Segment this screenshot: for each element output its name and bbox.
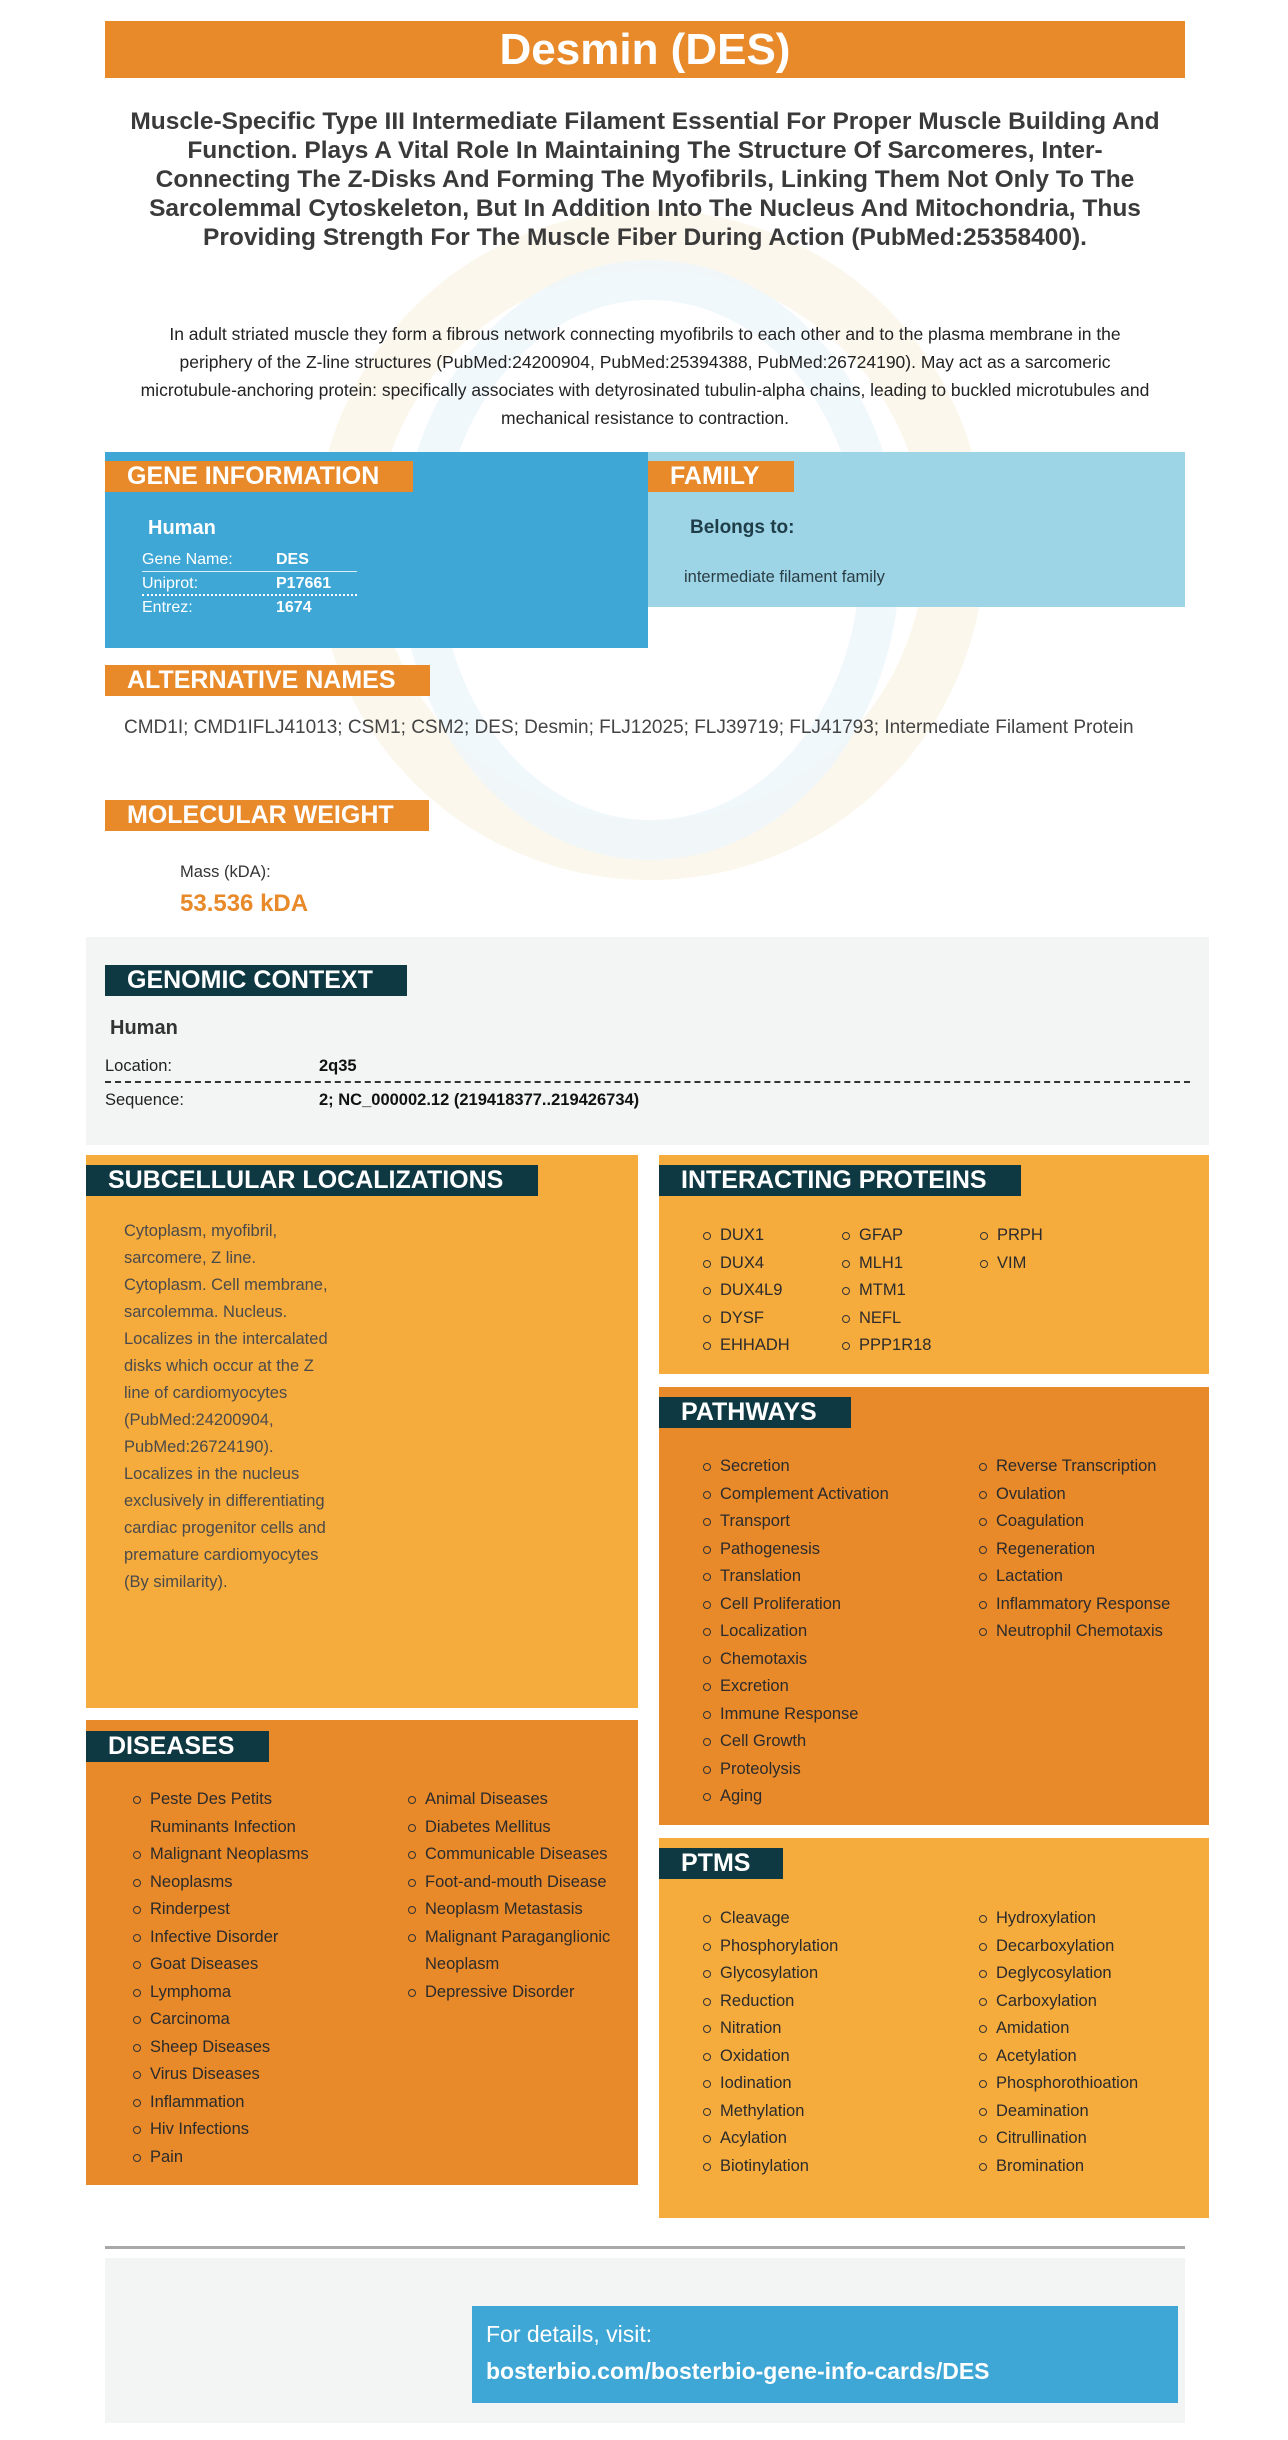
genomic-organism: Human xyxy=(110,1017,178,1039)
list-item: PPP1R18 xyxy=(842,1332,962,1360)
gene-info-value: P17661 xyxy=(276,575,332,592)
pathways-list-2 xyxy=(979,1453,1204,1646)
list-item: Pathogenesis xyxy=(703,1536,963,1564)
list-item: Oxidation xyxy=(703,2043,963,2071)
list-item: Peste Des Petits Ruminants Infection xyxy=(133,1786,333,1841)
list-item: MLH1 xyxy=(842,1250,962,1278)
list-item: Foot-and-mouth Disease xyxy=(408,1869,633,1897)
gene-info-key: Gene Name: xyxy=(142,551,233,568)
list-item: Malignant Paraganglionic Neoplasm xyxy=(408,1924,633,1979)
genomic-sequence-value: 2; NC_000002.12 (219418377..219426734) xyxy=(319,1091,640,1109)
list-item: Carcinoma xyxy=(133,2006,333,2034)
list-item: PRPH xyxy=(980,1222,1100,1250)
subcellular-heading: SUBCELLULAR LOCALIZATIONS xyxy=(86,1165,538,1196)
list-item: Regeneration xyxy=(979,1536,1204,1564)
interacting-proteins-list-2 xyxy=(842,1222,962,1360)
list-item: Decarboxylation xyxy=(979,1933,1204,1961)
diseases-list-2 xyxy=(408,1786,633,2006)
list-item: Hiv Infections xyxy=(133,2116,333,2144)
list-item: Methylation xyxy=(703,2098,963,2126)
list-item: Phosphorylation xyxy=(703,1933,963,1961)
list-item: Lymphoma xyxy=(133,1979,333,2007)
list-item: Transport xyxy=(703,1508,963,1536)
molecular-weight-heading: MOLECULAR WEIGHT xyxy=(105,800,429,831)
mass-label: Mass (kDA): xyxy=(180,863,271,881)
ptms-list-2 xyxy=(979,1905,1204,2180)
alternative-names-text: CMD1I; CMD1IFLJ41013; CSM1; CSM2; DES; Desmin; FLJ12025; FLJ39719; FLJ41793; Intermediate Filament Protein xyxy=(124,717,1134,738)
list-item: Reduction xyxy=(703,1988,963,2016)
list-item: Infective Disorder xyxy=(133,1924,333,1952)
list-item: Excretion xyxy=(703,1673,963,1701)
list-item: Amidation xyxy=(979,2015,1204,2043)
diseases-list-1 xyxy=(133,1786,333,2171)
interacting-proteins-list-3 xyxy=(980,1222,1100,1277)
family-value: intermediate filament family xyxy=(684,568,885,586)
list-item: Cleavage xyxy=(703,1905,963,1933)
list-item: Hydroxylation xyxy=(979,1905,1204,1933)
gene-info-row-name xyxy=(142,548,357,572)
genomic-context-heading: GENOMIC CONTEXT xyxy=(105,965,407,996)
list-item: Chemotaxis xyxy=(703,1646,963,1674)
mass-value: 53.536 kDA xyxy=(180,890,309,917)
list-item: DUX1 xyxy=(703,1222,843,1250)
list-item: NEFL xyxy=(842,1305,962,1333)
list-item: VIM xyxy=(980,1250,1100,1278)
list-item: Translation xyxy=(703,1563,963,1591)
genomic-location-value: 2q35 xyxy=(319,1057,357,1075)
gene-info-key: Entrez: xyxy=(142,599,193,616)
list-item: Diabetes Mellitus xyxy=(408,1814,633,1842)
list-item: Neoplasm Metastasis xyxy=(408,1896,633,1924)
list-item: Coagulation xyxy=(979,1508,1204,1536)
list-item: Neoplasms xyxy=(133,1869,333,1897)
list-item: Secretion xyxy=(703,1453,963,1481)
list-item: DUX4L9 xyxy=(703,1277,843,1305)
list-item: Lactation xyxy=(979,1563,1204,1591)
ptms-heading: PTMS xyxy=(659,1848,783,1879)
list-item: Communicable Diseases xyxy=(408,1841,633,1869)
details-link-box[interactable] xyxy=(472,2306,1178,2403)
list-item: Carboxylation xyxy=(979,1988,1204,2016)
list-item: Cell Proliferation xyxy=(703,1591,963,1619)
family-belongs-label: Belongs to: xyxy=(690,517,795,538)
list-item: Deamination xyxy=(979,2098,1204,2126)
ptms-list-1 xyxy=(703,1905,963,2180)
list-item: Ovulation xyxy=(979,1481,1204,1509)
gene-organism: Human xyxy=(148,517,216,539)
function-summary: In adult striated muscle they form a fibrous network connecting myofibrils to each other and to the plasma membrane in the periphery of the Z-line structures (PubMed:24200904, PubMed:25394388, PubMed:26724190). May act as a sarcomeric microtubule-anchoring protein: specifically associates with detyrosinated tubulin-alpha chains, leading to buckled microtubules and mechanical resistance to contraction. xyxy=(140,324,1150,428)
list-item: Animal Diseases xyxy=(408,1786,633,1814)
function-headline: Muscle-Specific Type III Intermediate Filament Essential For Proper Muscle Building And Function. Plays A Vital Role In Maintaining The Structure Of Sarcomeres, Inter-Connecting The Z-Disks And Forming The Myofibrils, Linking Them Not Only To The Sarcolemmal Cytoskeleton, But In Addition Into The Nucleus And Mitochondria, Thus Providing Strength For The Muscle Fiber During Action (PubMed:25358400). xyxy=(130,108,1160,251)
list-item: Rinderpest xyxy=(133,1896,333,1924)
genomic-location-label: Location: xyxy=(105,1057,172,1075)
list-item: Complement Activation xyxy=(703,1481,963,1509)
list-item: Cell Growth xyxy=(703,1728,963,1756)
list-item: DUX4 xyxy=(703,1250,843,1278)
page-title: Desmin (DES) xyxy=(105,21,1185,78)
gene-info-table xyxy=(142,548,357,620)
list-item: Iodination xyxy=(703,2070,963,2098)
gene-info-value: 1674 xyxy=(276,599,312,616)
list-item: Virus Diseases xyxy=(133,2061,333,2089)
gene-information-heading: GENE INFORMATION xyxy=(105,461,413,492)
details-link-caption: For details, visit: xyxy=(486,2321,653,2347)
list-item: Depressive Disorder xyxy=(408,1979,633,2007)
list-item: Inflammatory Response xyxy=(979,1591,1204,1619)
list-item: EHHADH xyxy=(703,1332,843,1360)
list-item: Nitration xyxy=(703,2015,963,2043)
family-heading: FAMILY xyxy=(648,461,794,492)
list-item: Malignant Neoplasms xyxy=(133,1841,333,1869)
list-item: Goat Diseases xyxy=(133,1951,333,1979)
list-item: Acetylation xyxy=(979,2043,1204,2071)
list-item: Aging xyxy=(703,1783,963,1811)
list-item: MTM1 xyxy=(842,1277,962,1305)
gene-info-key: Uniprot: xyxy=(142,575,199,592)
genomic-location-row xyxy=(105,1049,1190,1083)
list-item: Deglycosylation xyxy=(979,1960,1204,1988)
list-item: Phosphorothioation xyxy=(979,2070,1204,2098)
list-item: Inflammation xyxy=(133,2089,333,2117)
list-item: Proteolysis xyxy=(703,1756,963,1784)
list-item: Localization xyxy=(703,1618,963,1646)
footer-divider xyxy=(105,2246,1185,2249)
list-item: Neutrophil Chemotaxis xyxy=(979,1618,1204,1646)
list-item: Sheep Diseases xyxy=(133,2034,333,2062)
interacting-proteins-heading: INTERACTING PROTEINS xyxy=(659,1165,1021,1196)
list-item: Immune Response xyxy=(703,1701,963,1729)
list-item: Pain xyxy=(133,2144,333,2172)
interacting-proteins-list-1 xyxy=(703,1222,843,1360)
genomic-sequence-label: Sequence: xyxy=(105,1091,184,1109)
gene-info-row-uniprot xyxy=(142,572,357,596)
pathways-heading: PATHWAYS xyxy=(659,1397,851,1428)
list-item: DYSF xyxy=(703,1305,843,1333)
genomic-sequence-row xyxy=(105,1083,1190,1117)
pathways-list-1 xyxy=(703,1453,963,1811)
list-item: Bromination xyxy=(979,2153,1204,2181)
diseases-heading: DISEASES xyxy=(86,1731,269,1762)
alternative-names-heading: ALTERNATIVE NAMES xyxy=(105,665,430,696)
list-item: Acylation xyxy=(703,2125,963,2153)
gene-info-row-entrez xyxy=(142,596,357,620)
list-item: Glycosylation xyxy=(703,1960,963,1988)
subcellular-text: Cytoplasm, myofibril, sarcomere, Z line. Cytoplasm. Cell membrane, sarcolemma. Nucleus. Localizes in the intercalated disks which occur at the Z line of cardiomyocytes (PubMed:24200904, PubMed:26724190). Localizes in the nucleus exclusively in differentiating cardiac progenitor cells and premature cardiomyocytes (By similarity). xyxy=(124,1222,328,1591)
list-item: Reverse Transcription xyxy=(979,1453,1204,1481)
list-item: Citrullination xyxy=(979,2125,1204,2153)
gene-info-value: DES xyxy=(276,551,309,568)
details-link-url[interactable]: bosterbio.com/bosterbio-gene-info-cards/DES xyxy=(486,2358,990,2384)
list-item: GFAP xyxy=(842,1222,962,1250)
list-item: Biotinylation xyxy=(703,2153,963,2181)
